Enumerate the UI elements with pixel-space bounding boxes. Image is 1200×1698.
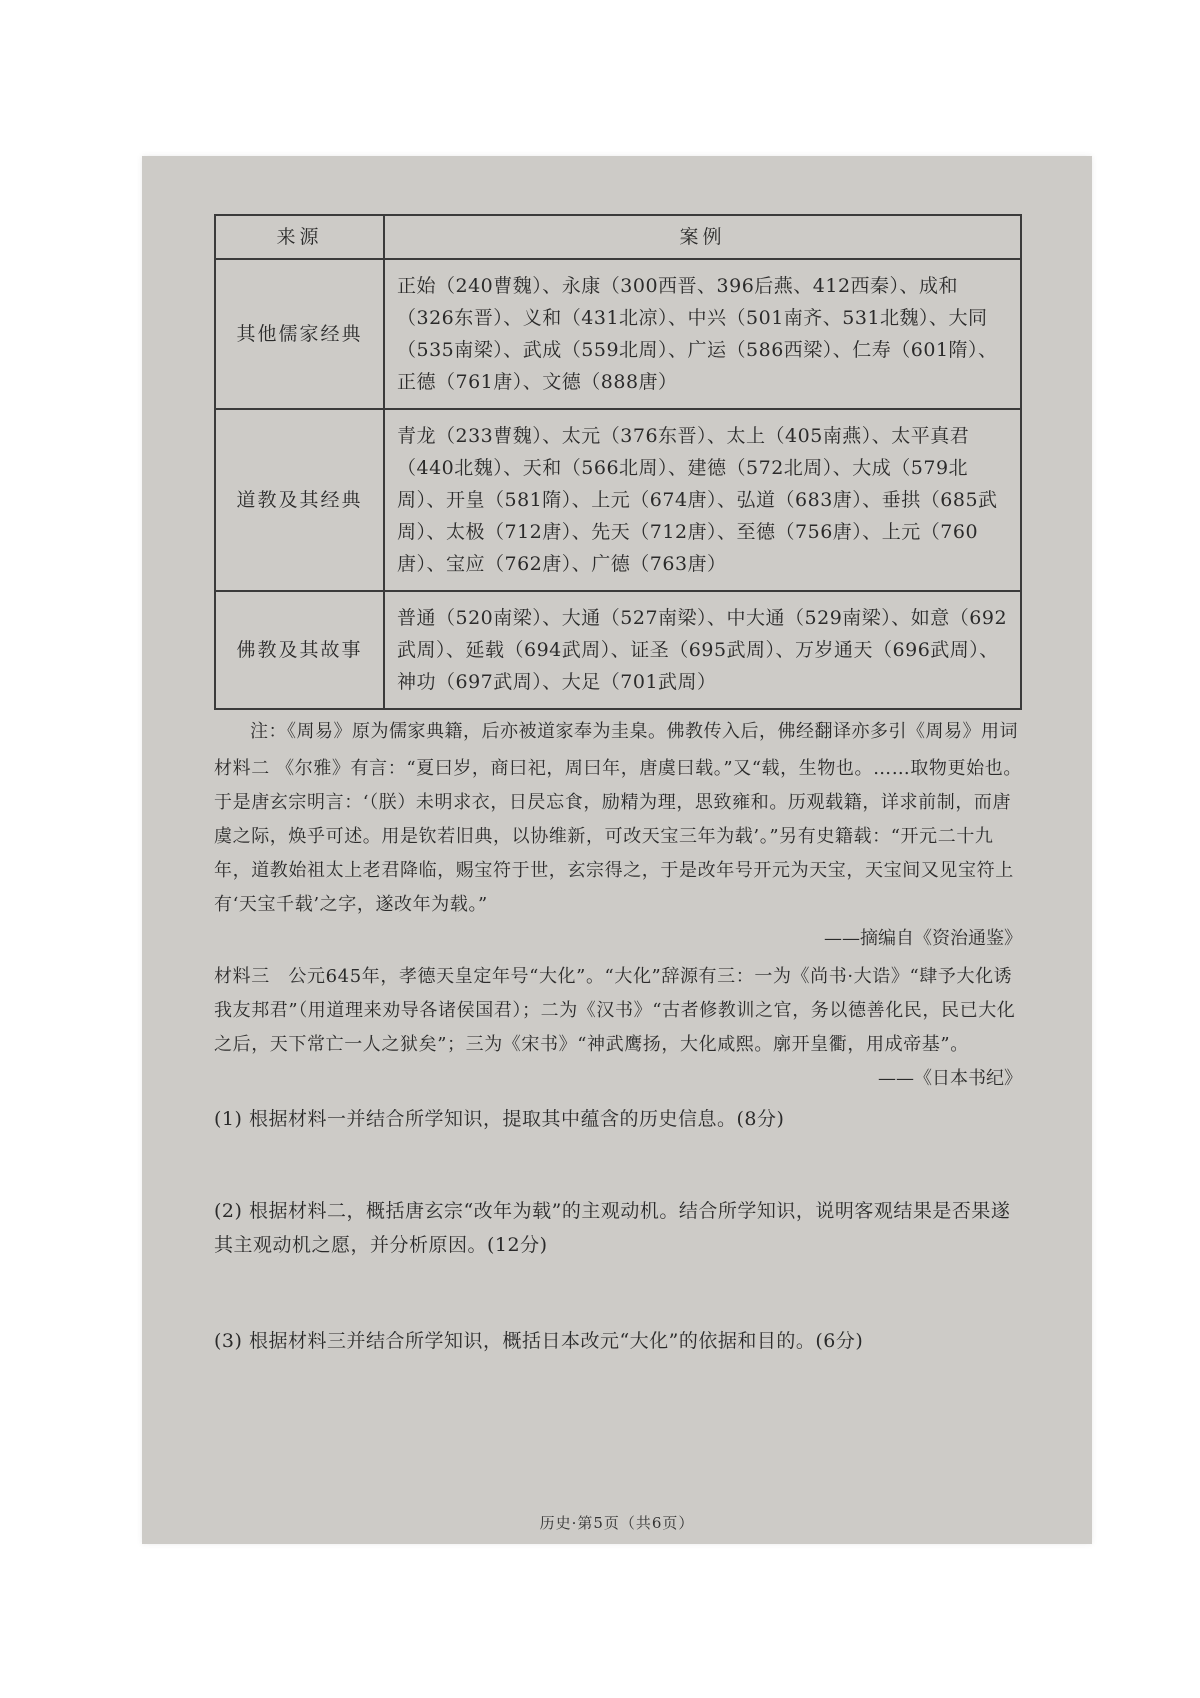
material-three-text: 材料三 公元645年，孝德天皇定年号“大化”。“大化”辞源有三：一为《尚书·大诰》“肆予大化诱我友邦君”（用道理来劝导各诸侯国君）；二为《汉书》“古者修教训之官，务以德善化民，民已大化之后，天下常亡一人之狱矣”；三为《宋书》“神武鹰扬，大化咸熙。廓开皇衢，用成帝基”。 [214, 966, 1016, 1055]
material-two-text: 材料二 《尔雅》有言：“夏曰岁，商曰祀，周曰年，唐虞曰载。”又“载，生物也。……取物更始也。于是唐玄宗明言：‘（朕）未明求衣，日昃忘食，励精为理，思致雍和。历观载籍，详求前制，而唐虞之际，焕乎可述。用是钦若旧典，以协维新，可改天宝三年为载’。”另有史籍载：“开元二十九年，道教始祖太上老君降临，赐宝符于世，玄宗得之，于是改年号开元为天宝，天宝间又见宝符上有‘天宝千载’之字，遂改年为载。” [214, 758, 1022, 915]
header-source: 来源 [215, 215, 384, 259]
row-cases: 正始（240曹魏）、永康（300西晋、396后燕、412西秦）、成和（326东晋）、义和（431北凉）、中兴（501南齐、531北魏）、大同（535南梁）、武成（559北周）、广运（586西梁）、仁寿（601隋）、正德（761唐）、文德（888唐） [384, 259, 1021, 409]
material-three-source: ——《日本书纪》 [878, 1068, 1022, 1089]
row-cases: 青龙（233曹魏）、太元（376东晋）、太上（405南燕）、太平真君（440北魏）、天和（566北周）、建德（572北周）、大成（579北周）、开皇（581隋）、上元（674唐）、弘道（683唐）、垂拱（685武周）、太极（712唐）、先天（712唐）、至德（756唐）、上元（760唐）、宝应（762唐）、广德（763唐） [384, 409, 1021, 591]
table-row [215, 591, 1021, 709]
table-note: 注：《周易》原为儒家典籍，后亦被道家奉为圭臬。佛教传入后，佛经翻译亦多引《周易》用词 [250, 721, 1018, 742]
row-source: 其他儒家经典 [215, 259, 384, 409]
page-content [214, 214, 1022, 1358]
row-source: 佛教及其故事 [215, 591, 384, 709]
row-cases: 普通（520南梁）、大通（527南梁）、中大通（529南梁）、如意（692武周）、延载（694武周）、证圣（695武周）、万岁通天（696武周）、神功（697武周）、大足（701武周） [384, 591, 1021, 709]
table-header-row [215, 215, 1021, 259]
header-cases: 案例 [384, 215, 1021, 259]
table-row [215, 409, 1021, 591]
question-2: (2) 根据材料二，概括唐玄宗“改年为载”的主观动机。结合所学知识，说明客观结果是否果遂其主观动机之愿，并分析原因。(12分) [214, 1200, 1011, 1256]
question-1: (1) 根据材料一并结合所学知识，提取其中蕴含的历史信息。(8分) [214, 1108, 785, 1130]
question-3: (3) 根据材料三并结合所学知识，概括日本改元“大化”的依据和目的。(6分) [214, 1330, 864, 1352]
page-footer: 历史·第5页（共6页） [539, 1514, 695, 1532]
material-two-source: ——摘编自《资治通鉴》 [824, 928, 1022, 949]
exam-page [142, 156, 1092, 1544]
era-name-table [214, 214, 1022, 710]
table-row [215, 259, 1021, 409]
row-source: 道教及其经典 [215, 409, 384, 591]
